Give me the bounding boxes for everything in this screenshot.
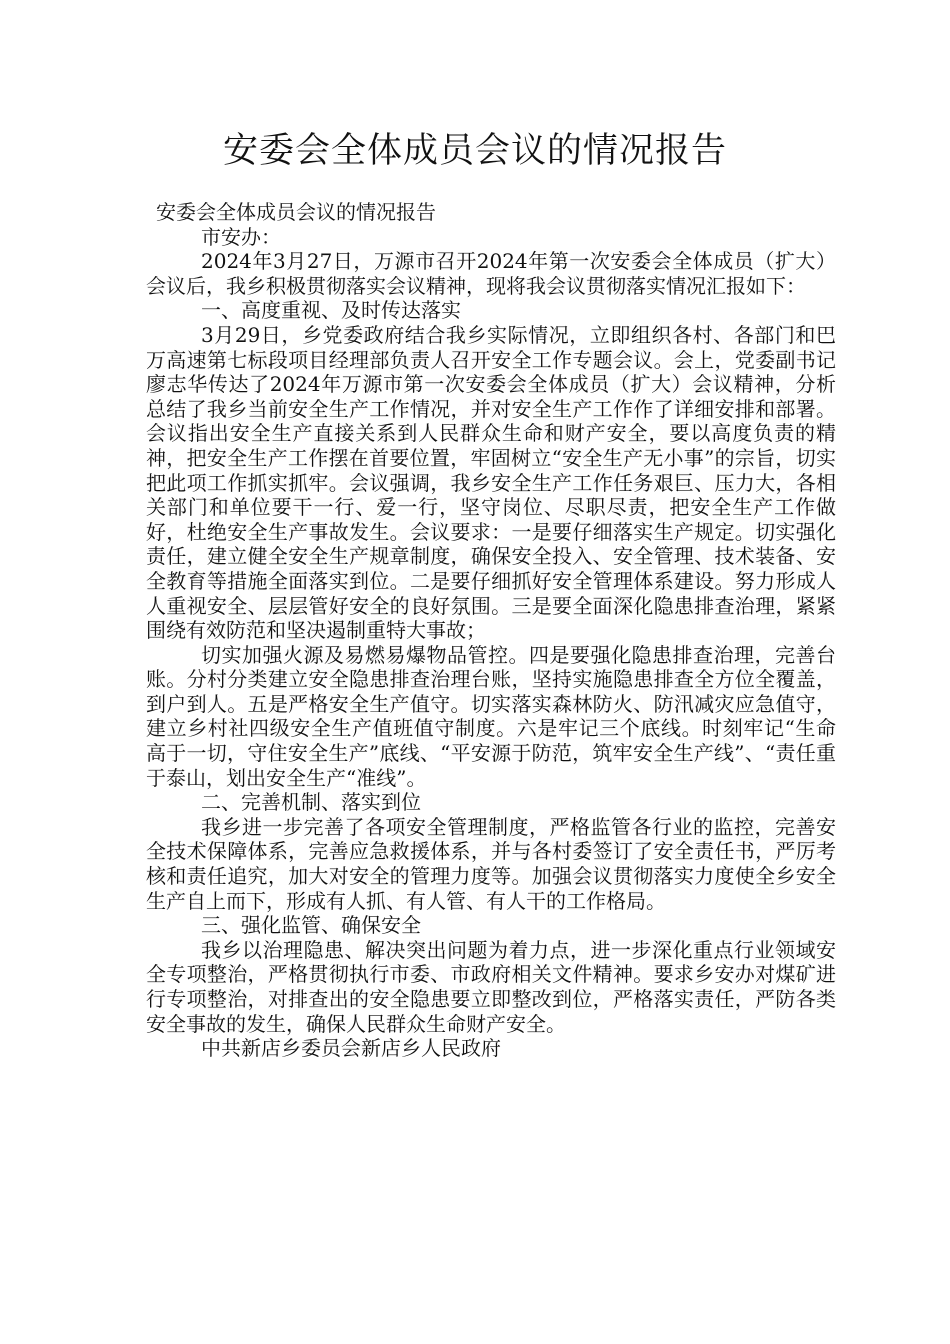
signature-line: 中共新店乡委员会新店乡人民政府 [201,1036,501,1061]
section-heading-3: 三、强化监管、确保安全 [201,913,421,938]
section-heading-2: 二、完善机制、落实到位 [201,790,421,815]
intro-paragraph: 2024年3月27日，万源市召开2024年第一次安委会全体成员（扩大）会议后，我乡积极贯彻落实会议精神，现将我会议贯彻落实情况汇报如下： [146,249,836,298]
document-body [146,200,836,1061]
section-1-paragraph-continued: 切实加强火源及易燃易爆物品管控。四是要强化隐患排查治理，完善台账。分村分类建立安全隐患排查治理台账，坚持实施隐患排查全方位全覆盖，到户到人。五是严格安全生产值守。切实落实森林防火、防汛减灾应急值守，建立乡村社四级安全生产值班值守制度。六是牢记三个底线。时刻牢记“生命高于一切，守住安全生产”底线、“平安源于防范，筑牢安全生产线”、“责任重于泰山，划出安全生产“准线”。 [146,642,836,790]
section-heading-1: 一、高度重视、及时传达落实 [201,298,461,323]
section-3-paragraph: 我乡以治理隐患、解决突出问题为着力点，进一步深化重点行业领域安全专项整治，严格贯彻执行市委、市政府相关文件精神。要求乡安办对煤矿进行专项整治，对排查出的安全隐患要立即整改到位，严格落实责任，严防各类安全事故的发生，确保人民群众生命财产安全。 [146,937,836,1036]
section-1-paragraph: 3月29日，乡党委政府结合我乡实际情况，立即组织各村、各部门和巴万高速第七标段项目经理部负责人召开安全工作专题会议。会上，党委副书记廖志华传达了2024年万源市第一次安委会全体成员（扩大）会议精神，分析总结了我乡当前安全生产工作情况，并对安全生产工作作了详细安排和部署。会议指出安全生产直接关系到人民群众生命和财产安全，要以高度负责的精神，把安全生产工作摆在首要位置，牢固树立“安全生产无小事”的宗旨，切实把此项工作抓实抓牢。会议强调，我乡安全生产工作任务艰巨、压力大，各相关部门和单位要干一行、爱一行，坚守岗位、尽职尽责，把安全生产工作做好，杜绝安全生产事故发生。会议要求：一是要仔细落实生产规定。切实强化责任，建立健全安全生产规章制度，确保安全投入、安全管理、技术装备、安全教育等措施全面落实到位。二是要仔细抓好安全管理体系建设。努力形成人人重视安全、层层管好安全的良好氛围。三是要全面深化隐患排查治理，紧紧围绕有效防范和坚决遏制重特大事故； [146,322,836,643]
document-title: 安委会全体成员会议的情况报告 [222,131,727,171]
section-2-paragraph: 我乡进一步完善了各项安全管理制度，严格监管各行业的监控，完善安全技术保障体系，完善应急救援体系，并与各村委签订了安全责任书，严厉考核和责任追究，加大对安全的管理力度等。加强会议贯彻落实力度使全乡安全生产自上而下，形成有人抓、有人管、有人干的工作格局。 [146,814,836,913]
subtitle-line: 安委会全体成员会议的情况报告 [156,200,436,224]
salutation: 市安办： [201,224,281,249]
